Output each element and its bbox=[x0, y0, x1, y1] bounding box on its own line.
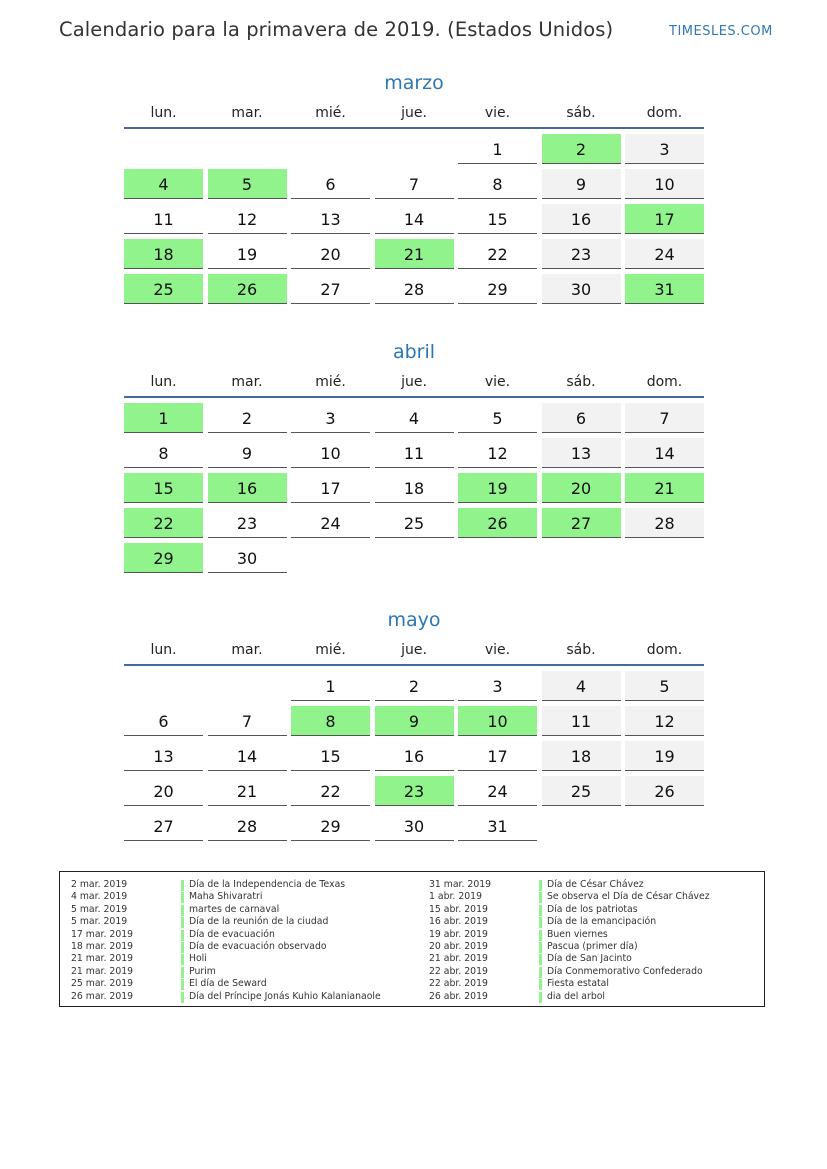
legend-date: 22 abr. 2019 bbox=[429, 978, 488, 990]
legend-holiday-name: Buen viernes bbox=[547, 928, 608, 940]
day-cell[interactable]: 2 bbox=[208, 403, 287, 433]
holiday-day-cell[interactable]: 21 bbox=[375, 239, 454, 269]
legend-date: 5 mar. 2019 bbox=[71, 903, 128, 915]
weekday-label: dom. bbox=[646, 374, 683, 390]
day-grid bbox=[124, 403, 704, 573]
month-name: abril bbox=[392, 341, 436, 363]
day-cell[interactable]: 27 bbox=[291, 274, 370, 304]
day-cell[interactable]: 25 bbox=[375, 508, 454, 538]
day-cell[interactable]: 19 bbox=[208, 239, 287, 269]
empty-cell bbox=[375, 134, 454, 164]
day-cell[interactable]: 7 bbox=[375, 169, 454, 199]
legend-holiday-name: Maha Shivaratri bbox=[189, 891, 263, 903]
holiday-day-cell[interactable]: 15 bbox=[124, 473, 203, 503]
day-cell[interactable]: 14 bbox=[208, 741, 287, 771]
holiday-marker bbox=[181, 930, 184, 941]
weekday-label: mié. bbox=[315, 105, 346, 121]
weekday-label: jue. bbox=[401, 642, 427, 658]
legend-date: 26 mar. 2019 bbox=[71, 990, 134, 1002]
holiday-marker bbox=[181, 979, 184, 990]
legend-row bbox=[71, 991, 411, 1003]
legend-holiday-name: Día de evacuación bbox=[189, 928, 275, 940]
day-cell[interactable]: 9 bbox=[542, 169, 621, 199]
day-cell[interactable]: 3 bbox=[625, 134, 704, 164]
day-cell[interactable]: 10 bbox=[625, 169, 704, 199]
day-cell[interactable]: 24 bbox=[625, 239, 704, 269]
legend-row bbox=[429, 879, 759, 891]
holiday-marker bbox=[181, 905, 184, 916]
legend-row bbox=[71, 879, 411, 891]
weekday-label: lun. bbox=[150, 105, 177, 121]
holiday-marker bbox=[181, 942, 184, 953]
legend-row bbox=[429, 941, 759, 953]
holiday-day-cell[interactable]: 26 bbox=[208, 274, 287, 304]
holiday-legend bbox=[59, 871, 765, 1007]
day-cell[interactable]: 11 bbox=[542, 706, 621, 736]
day-cell[interactable]: 14 bbox=[375, 204, 454, 234]
legend-holiday-name: El día de Seward bbox=[189, 978, 267, 990]
weekday-label: vie. bbox=[484, 642, 511, 658]
legend-holiday-name: dia del arbol bbox=[547, 990, 605, 1002]
header-divider bbox=[124, 664, 704, 666]
holiday-marker bbox=[539, 967, 542, 978]
month-may bbox=[124, 605, 704, 841]
day-cell[interactable]: 27 bbox=[124, 811, 203, 841]
day-grid bbox=[124, 134, 704, 304]
legend-date: 26 abr. 2019 bbox=[429, 990, 488, 1002]
legend-row bbox=[429, 991, 759, 1003]
day-cell[interactable]: 6 bbox=[542, 403, 621, 433]
holiday-marker bbox=[181, 954, 184, 965]
legend-row bbox=[71, 891, 411, 903]
header-divider bbox=[124, 127, 704, 129]
weekday-label: sáb. bbox=[566, 642, 596, 658]
holiday-day-cell[interactable]: 23 bbox=[375, 776, 454, 806]
legend-date: 15 abr. 2019 bbox=[429, 903, 488, 915]
legend-date: 21 mar. 2019 bbox=[71, 953, 134, 965]
day-cell[interactable]: 12 bbox=[458, 438, 537, 468]
day-cell[interactable]: 18 bbox=[542, 741, 621, 771]
month-name: mayo bbox=[387, 609, 441, 631]
day-cell[interactable]: 30 bbox=[375, 811, 454, 841]
day-cell[interactable]: 31 bbox=[458, 811, 537, 841]
legend-holiday-name: Día de la emancipación bbox=[547, 916, 657, 928]
day-cell[interactable]: 9 bbox=[208, 438, 287, 468]
day-cell[interactable]: 1 bbox=[458, 134, 537, 164]
month-april bbox=[124, 337, 704, 573]
holiday-day-cell[interactable]: 18 bbox=[124, 239, 203, 269]
day-cell[interactable]: 8 bbox=[124, 438, 203, 468]
day-cell[interactable]: 29 bbox=[458, 274, 537, 304]
legend-row bbox=[71, 929, 411, 941]
legend-holiday-name: Purim bbox=[189, 965, 216, 977]
legend-row bbox=[429, 978, 759, 990]
day-cell[interactable]: 13 bbox=[291, 204, 370, 234]
day-cell[interactable]: 30 bbox=[208, 543, 287, 573]
day-cell[interactable]: 3 bbox=[458, 671, 537, 701]
holiday-day-cell[interactable]: 9 bbox=[375, 706, 454, 736]
holiday-marker bbox=[539, 954, 542, 965]
holiday-day-cell[interactable]: 31 bbox=[625, 274, 704, 304]
holiday-day-cell[interactable]: 27 bbox=[542, 508, 621, 538]
day-cell[interactable]: 21 bbox=[208, 776, 287, 806]
legend-column-left bbox=[71, 879, 411, 1003]
day-cell[interactable]: 20 bbox=[124, 776, 203, 806]
legend-holiday-name: Fiesta estatal bbox=[547, 978, 609, 990]
empty-cell bbox=[124, 671, 203, 701]
legend-holiday-name: Día del Príncipe Jonás Kuhio Kalanianaole bbox=[189, 990, 381, 1002]
legend-date: 22 abr. 2019 bbox=[429, 965, 488, 977]
legend-date: 17 mar. 2019 bbox=[71, 928, 134, 940]
holiday-day-cell[interactable]: 4 bbox=[124, 169, 203, 199]
holiday-marker bbox=[181, 892, 184, 903]
weekday-label: sáb. bbox=[566, 374, 596, 390]
day-cell[interactable]: 19 bbox=[625, 741, 704, 771]
weekday-label: jue. bbox=[401, 105, 427, 121]
legend-row bbox=[429, 916, 759, 928]
holiday-marker bbox=[539, 905, 542, 916]
day-cell[interactable]: 28 bbox=[625, 508, 704, 538]
day-cell[interactable]: 8 bbox=[458, 169, 537, 199]
weekday-label: dom. bbox=[646, 105, 683, 121]
holiday-day-cell[interactable]: 26 bbox=[458, 508, 537, 538]
holiday-marker bbox=[181, 917, 184, 928]
holiday-marker bbox=[181, 967, 184, 978]
month-name: marzo bbox=[384, 72, 444, 94]
legend-holiday-name: Día de San Jacinto bbox=[547, 953, 632, 965]
legend-holiday-name: Holi bbox=[189, 953, 207, 965]
legend-date: 20 abr. 2019 bbox=[429, 940, 488, 952]
day-cell[interactable]: 10 bbox=[291, 438, 370, 468]
day-cell[interactable]: 13 bbox=[124, 741, 203, 771]
day-cell[interactable]: 25 bbox=[542, 776, 621, 806]
weekday-label: mar. bbox=[231, 642, 263, 658]
legend-row bbox=[429, 929, 759, 941]
header-divider bbox=[124, 396, 704, 398]
page-title: Calendario para la primavera de 2019. (Estados Unidos) bbox=[59, 18, 614, 41]
day-cell[interactable]: 23 bbox=[542, 239, 621, 269]
day-cell[interactable]: 30 bbox=[542, 274, 621, 304]
holiday-day-cell[interactable]: 17 bbox=[625, 204, 704, 234]
day-cell[interactable]: 5 bbox=[625, 671, 704, 701]
holiday-marker bbox=[539, 917, 542, 928]
legend-row bbox=[429, 953, 759, 965]
weekday-label: vie. bbox=[484, 105, 511, 121]
legend-date: 31 mar. 2019 bbox=[429, 879, 492, 890]
day-cell[interactable]: 11 bbox=[124, 204, 203, 234]
holiday-marker bbox=[539, 892, 542, 903]
legend-row bbox=[429, 904, 759, 916]
legend-date: 19 abr. 2019 bbox=[429, 928, 488, 940]
holiday-day-cell[interactable]: 5 bbox=[208, 169, 287, 199]
legend-date: 16 abr. 2019 bbox=[429, 916, 488, 928]
day-cell[interactable]: 7 bbox=[625, 403, 704, 433]
day-cell[interactable]: 17 bbox=[291, 473, 370, 503]
day-cell[interactable]: 22 bbox=[458, 239, 537, 269]
legend-date: 21 mar. 2019 bbox=[71, 965, 134, 977]
legend-row bbox=[71, 941, 411, 953]
legend-row bbox=[71, 966, 411, 978]
holiday-marker bbox=[539, 880, 542, 891]
day-grid bbox=[124, 671, 704, 841]
day-cell[interactable]: 4 bbox=[542, 671, 621, 701]
holiday-day-cell[interactable]: 20 bbox=[542, 473, 621, 503]
holiday-day-cell[interactable]: 10 bbox=[458, 706, 537, 736]
legend-date: 1 abr. 2019 bbox=[429, 891, 483, 903]
day-cell[interactable]: 16 bbox=[542, 204, 621, 234]
day-cell[interactable]: 29 bbox=[291, 811, 370, 841]
legend-date: 21 abr. 2019 bbox=[429, 953, 488, 965]
legend-row bbox=[429, 966, 759, 978]
day-cell[interactable]: 20 bbox=[291, 239, 370, 269]
weekday-label: jue. bbox=[401, 374, 427, 390]
day-cell[interactable]: 2 bbox=[375, 671, 454, 701]
empty-cell bbox=[208, 671, 287, 701]
month-march bbox=[124, 68, 704, 304]
legend-row bbox=[71, 953, 411, 965]
legend-date: 25 mar. 2019 bbox=[71, 978, 134, 990]
day-cell[interactable]: 24 bbox=[458, 776, 537, 806]
holiday-day-cell[interactable]: 1 bbox=[124, 403, 203, 433]
day-cell[interactable]: 4 bbox=[375, 403, 454, 433]
day-cell[interactable]: 23 bbox=[208, 508, 287, 538]
empty-cell bbox=[124, 134, 203, 164]
weekday-label: mar. bbox=[231, 105, 263, 121]
day-cell[interactable]: 12 bbox=[625, 706, 704, 736]
holiday-day-cell[interactable]: 2 bbox=[542, 134, 621, 164]
day-cell[interactable]: 7 bbox=[208, 706, 287, 736]
holiday-marker bbox=[181, 880, 184, 891]
day-cell[interactable]: 11 bbox=[375, 438, 454, 468]
holiday-day-cell[interactable]: 21 bbox=[625, 473, 704, 503]
legend-row bbox=[429, 891, 759, 903]
legend-holiday-name: Día de la reunión de la ciudad bbox=[189, 916, 329, 928]
day-cell[interactable]: 15 bbox=[458, 204, 537, 234]
holiday-marker bbox=[181, 992, 184, 1003]
legend-holiday-name: Día de evacuación observado bbox=[189, 940, 327, 952]
legend-holiday-name: Día Conmemorativo Confederado bbox=[547, 965, 703, 977]
legend-row bbox=[71, 916, 411, 928]
empty-cell bbox=[291, 134, 370, 164]
weekday-label: vie. bbox=[484, 374, 511, 390]
brand-logo[interactable]: TIMESLES.COM bbox=[669, 24, 773, 39]
day-cell[interactable]: 12 bbox=[208, 204, 287, 234]
legend-date: 5 mar. 2019 bbox=[71, 916, 128, 928]
day-cell[interactable]: 14 bbox=[625, 438, 704, 468]
holiday-marker bbox=[539, 942, 542, 953]
day-cell[interactable]: 13 bbox=[542, 438, 621, 468]
weekday-label: dom. bbox=[646, 642, 683, 658]
holiday-day-cell[interactable]: 19 bbox=[458, 473, 537, 503]
weekday-label: sáb. bbox=[566, 105, 596, 121]
legend-date: 2 mar. 2019 bbox=[71, 879, 128, 890]
legend-date: 4 mar. 2019 bbox=[71, 891, 128, 903]
legend-column-right bbox=[429, 879, 759, 1003]
day-cell[interactable]: 6 bbox=[291, 169, 370, 199]
holiday-day-cell[interactable]: 16 bbox=[208, 473, 287, 503]
legend-date: 18 mar. 2019 bbox=[71, 940, 134, 952]
empty-cell bbox=[208, 134, 287, 164]
holiday-day-cell[interactable]: 8 bbox=[291, 706, 370, 736]
legend-holiday-name: Día de César Chávez bbox=[547, 879, 644, 890]
day-cell[interactable]: 16 bbox=[375, 741, 454, 771]
legend-holiday-name: Día de los patriotas bbox=[547, 903, 638, 915]
holiday-day-cell[interactable]: 25 bbox=[124, 274, 203, 304]
day-cell[interactable]: 15 bbox=[291, 741, 370, 771]
weekday-header bbox=[124, 635, 704, 665]
holiday-marker bbox=[539, 930, 542, 941]
legend-row bbox=[71, 978, 411, 990]
holiday-marker bbox=[539, 992, 542, 1003]
legend-holiday-name: martes de carnaval bbox=[189, 903, 280, 915]
day-cell[interactable]: 18 bbox=[375, 473, 454, 503]
day-cell[interactable]: 3 bbox=[291, 403, 370, 433]
weekday-label: mié. bbox=[315, 642, 346, 658]
day-cell[interactable]: 17 bbox=[458, 741, 537, 771]
weekday-label: mar. bbox=[231, 374, 263, 390]
holiday-marker bbox=[539, 979, 542, 990]
weekday-label: mié. bbox=[315, 374, 346, 390]
weekday-label: lun. bbox=[150, 374, 177, 390]
day-cell[interactable]: 28 bbox=[375, 274, 454, 304]
legend-holiday-name: Se observa el Día de César Chávez bbox=[547, 891, 710, 903]
day-cell[interactable]: 6 bbox=[124, 706, 203, 736]
holiday-day-cell[interactable]: 29 bbox=[124, 543, 203, 573]
day-cell[interactable]: 5 bbox=[458, 403, 537, 433]
day-cell[interactable]: 1 bbox=[291, 671, 370, 701]
legend-row bbox=[71, 904, 411, 916]
weekday-label: lun. bbox=[150, 642, 177, 658]
day-cell[interactable]: 26 bbox=[625, 776, 704, 806]
weekday-header bbox=[124, 367, 704, 397]
day-cell[interactable]: 24 bbox=[291, 508, 370, 538]
holiday-day-cell[interactable]: 22 bbox=[124, 508, 203, 538]
legend-holiday-name: Día de la Independencia de Texas bbox=[189, 879, 346, 890]
day-cell[interactable]: 22 bbox=[291, 776, 370, 806]
legend-holiday-name: Pascua (primer día) bbox=[547, 940, 638, 952]
weekday-header bbox=[124, 98, 704, 128]
day-cell[interactable]: 28 bbox=[208, 811, 287, 841]
